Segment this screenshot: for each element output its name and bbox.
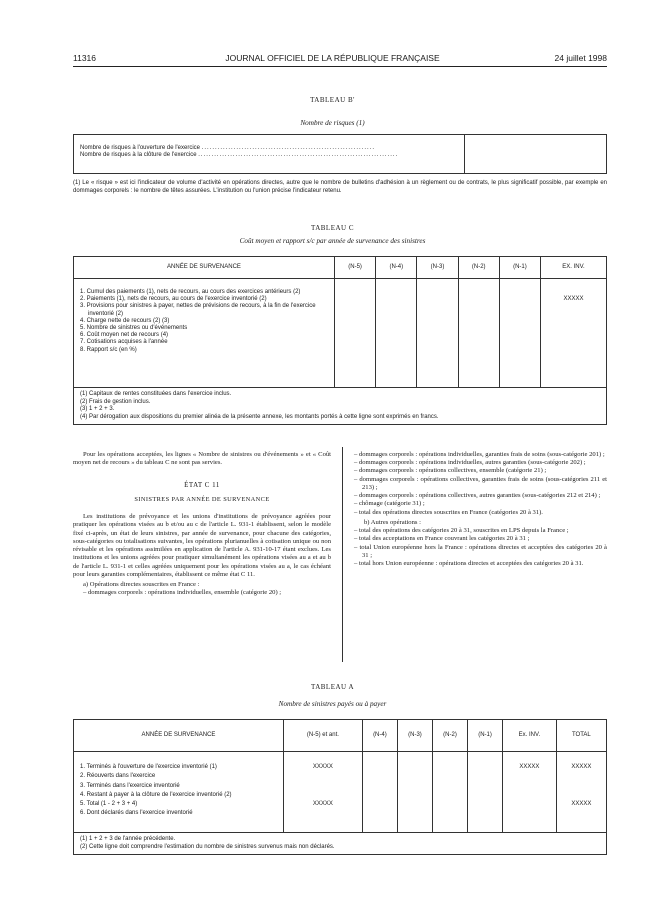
- tableau-a-col-header: (N-4): [362, 720, 397, 752]
- tableau-c-row: 3. Provisions pour sinistres à payer, nettes de prévisions de recours, à la fin de l'exercice inventorié (2): [80, 303, 316, 317]
- tableau-c-title: TABLEAU C: [310, 224, 355, 232]
- tableau-c-row: 7. Cotisations acquises à l'année: [80, 339, 168, 346]
- etat-subtitle: SINISTRES PAR ANNÉE DE SURVENANCE: [134, 496, 270, 504]
- tableau-a-subtitle: Nombre de sinistres payés ou à payer: [278, 700, 387, 708]
- tableau-a-row: 3. Terminés dans l'exercice inventorié: [80, 782, 180, 789]
- tableau-a-row: 4. Restant à payer à la clôture de l'exercice inventorié (2): [80, 791, 232, 798]
- tableau-c-row: 4. Charge nette de recours (2) (3): [80, 317, 170, 324]
- etat-title: ÉTAT C 11: [184, 481, 220, 490]
- tableau-a-marker: XXXXX: [571, 801, 592, 808]
- tableau-a-notes: [74, 833, 607, 855]
- tableau-c-row: 2. Paiements (1), nets de recours, au cours de l'exercice inventorié (2): [80, 296, 267, 303]
- right-section-b: b) Autres opérations :: [364, 518, 421, 526]
- tableau-a-col-header: (N-1): [468, 720, 503, 752]
- right-b-item: – total hors Union européenne : opérations directes et acceptées des catégories 20 à 31.: [354, 560, 584, 568]
- column-divider: [342, 447, 343, 662]
- body-right-column: [354, 451, 607, 568]
- tableau-c-col-header: (N-3): [417, 257, 458, 279]
- tableau-c-table: [73, 256, 607, 425]
- right-b-item: – total Union européenne hors la France : opérations directes et acceptées des catégories 20 à 31 ;: [354, 543, 607, 559]
- right-b-item: – total des acceptations en France couvrant les catégories 20 à 31 ;: [354, 535, 530, 543]
- journal-title: JOURNAL OFFICIEL DE LA RÉPUBLIQUE FRANÇAISE: [225, 53, 440, 63]
- tableau-a-row: 2. Réouverts dans l'exercice: [80, 773, 156, 780]
- tableau-a-row: 1. Terminés à l'ouverture de l'exercice inventorié (1): [80, 764, 217, 770]
- tableau-a-col-header: Ex. INV.: [503, 720, 557, 752]
- tableau-b-note: (1) Le « risque » est ici l'indicateur de volume d'activité en opérations directes, autre que le nombre de bulletins d'adhésion à un règlement ou de contrats, le plus significatif possible, par exemple en dommages corporels : le nombre de têtes assurées. L'institution ou l'union précise l'indicateur retenu.: [73, 180, 607, 194]
- tableau-b-title: TABLEAU B': [310, 96, 355, 104]
- tableau-b-subtitle: Nombre de risques (1): [300, 119, 365, 127]
- tableau-c-subtitle: Coût moyen et rapport s/c par année de survenance des sinistres: [239, 237, 426, 245]
- right-b-item: – total des opérations des catégories 20 à 31, souscrites en LPS depuis la France ;: [354, 527, 569, 535]
- tableau-c-marker: XXXXX: [563, 296, 584, 302]
- tableau-c-row: 6. Coût moyen net de recours (4): [80, 332, 169, 339]
- right-item: – dommages corporels : opérations individuelles, autres garanties (sous-catégorie 202) ;: [354, 459, 586, 467]
- tableau-c-note: (2) Frais de gestion inclus.: [80, 398, 151, 405]
- left-section-a: a) Opérations directes souscrites en France :: [83, 581, 200, 589]
- tableau-a-marker: XXXXX: [571, 764, 592, 770]
- tableau-a-row: 6. Dont déclarés dans l'exercice inventorié: [80, 810, 193, 817]
- right-item: – total des opérations directes souscrites en France (catégories 20 à 31).: [354, 508, 543, 516]
- tableau-a-header-label: ANNÉE DE SURVENANCE: [74, 720, 284, 752]
- tableau-c-note: (3) 1 + 2 + 3.: [80, 406, 115, 412]
- tableau-c-note: (1) Capitaux de rentes constituées dans l'exercice inclus.: [80, 391, 232, 397]
- right-item: – dommages corporels : opérations collectives, autres garanties (sous-catégories 212 et 214) ;: [354, 492, 601, 500]
- tableau-c-col-header: (N-5): [335, 257, 376, 279]
- tableau-c-col-header: (N-1): [499, 257, 540, 279]
- tableau-a-col-header: (N-5) et ant.: [284, 720, 363, 752]
- tableau-a-col-header: TOTAL: [556, 720, 606, 752]
- tableau-a-marker: XXXXX: [312, 801, 333, 808]
- page-date: 24 juillet 1998: [554, 53, 607, 63]
- right-item: – dommages corporels : opérations individuelles, garanties frais de soins (sous-catégorie 201) ;: [354, 451, 605, 458]
- tableau-a-table: [73, 719, 607, 855]
- tableau-b-row: Nombre de risques à la clôture de l'exercice ...........................................................................: [80, 152, 399, 159]
- tableau-c-note: (4) Par dérogation aux dispositions du premier alinéa de la présente annexe, les montants portés à cette ligne sont exprimés en francs.: [80, 413, 439, 420]
- page-number: 11316: [73, 53, 97, 63]
- left-intro: Pour les opérations acceptées, les lignes « Nombre de sinistres ou d'événements » et « Coût moyen net de recours » du tableau C ne sont pas servies.: [73, 451, 331, 467]
- tableau-a-row: 5. Total (1 - 2 + 3 + 4): [80, 801, 138, 808]
- tableau-c-rows: [74, 279, 335, 388]
- right-item: – chômage (catégorie 31) ;: [354, 500, 425, 508]
- tableau-a-note: (2) Cette ligne doit comprendre l'estimation du nombre de sinistres survenus mais non déclarés.: [80, 843, 335, 850]
- right-item: – dommages corporels : opérations collectives, ensemble (catégorie 21) ;: [354, 467, 547, 475]
- tableau-c-row: 1. Cumul des paiements (1), nets de recours, au cours des exercices antérieurs (2): [80, 289, 301, 295]
- tableau-a-marker: XXXXX: [312, 764, 333, 770]
- header-rule: [73, 66, 607, 67]
- tableau-a-marker: XXXXX: [519, 764, 540, 770]
- tableau-a-col-header: (N-2): [432, 720, 467, 752]
- tableau-a-col-header: (N-3): [397, 720, 432, 752]
- tableau-b-table: [73, 134, 607, 174]
- tableau-c-row: 8. Rapport s/c (en %): [80, 346, 137, 353]
- tableau-c-col-header: EX. INV.: [541, 257, 607, 279]
- tableau-a-title: TABLEAU A: [310, 683, 355, 691]
- tableau-b-row: Nombre de risques à l'ouverture de l'exercice .................................................................: [80, 145, 376, 151]
- tableau-c-col-header: (N-2): [458, 257, 499, 279]
- tableau-b-value-cell: [465, 135, 607, 174]
- tableau-a-note: (1) 1 + 2 + 3 de l'année précédente.: [80, 836, 176, 842]
- tableau-c-header-label: ANNÉE DE SURVENANCE: [74, 257, 335, 279]
- right-item: – dommages corporels : opérations collectives, garanties frais de soins (sous-catégories 211 et 213) ;: [354, 475, 607, 491]
- body-left-column: [73, 451, 331, 598]
- tableau-c-col-header: (N-4): [376, 257, 417, 279]
- left-dash-item: – dommages corporels : opérations individuelles, ensemble (catégorie 20) ;: [83, 589, 282, 597]
- tableau-a-rows: [74, 752, 284, 833]
- tableau-c-row: 5. Nombre de sinistres ou d'événements: [80, 324, 188, 331]
- left-paragraph: Les institutions de prévoyance et les unions d'institutions de prévoyance agréées pour pratiquer les opérations visées au b et/ou au c de l'article L. 931-1 établissent, selon le modèle fixé ci-après, un état de leurs sinistres, par année de survenance, pour chacune des catégories, sous-catégories ou totalisations suivantes, les opérations plurianuelles à cotisation unique ou non révisable et les opérations assimilées en application de l'article A. 931-10-17 étant exclues. Les institutions et les unions agréées pour pratiquer simultanément les opérations visées au a et au b de l'article L. 931-1 et celles agréées uniquement pour les opérations visées au a, le cas échéant pour leurs garanties complémentaires, établissent ce même état C 11.: [73, 513, 331, 578]
- tableau-c-notes: [74, 388, 607, 425]
